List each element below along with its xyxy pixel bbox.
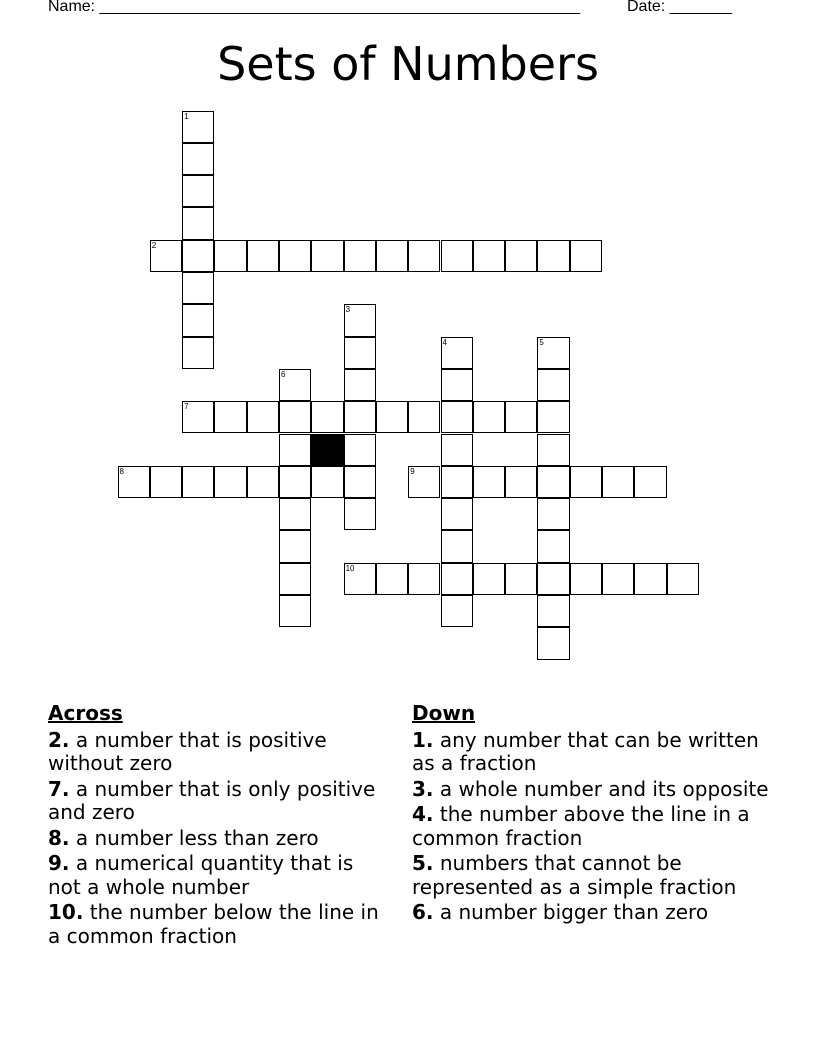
grid-cell[interactable] [408, 401, 440, 433]
grid-cell[interactable] [182, 272, 214, 304]
clue-number: 9. [48, 851, 70, 875]
clue-text: a number that is positive without zero [48, 727, 327, 775]
grid-cell[interactable] [344, 434, 376, 466]
grid-cell[interactable] [408, 563, 440, 595]
cell-number: 7 [184, 402, 189, 412]
grid-cell[interactable] [441, 434, 473, 466]
clue-text: a number that is only positive and zero [48, 776, 376, 824]
grid-cell[interactable] [311, 240, 343, 272]
page-title: Sets of Numbers [217, 37, 599, 91]
grid-cell[interactable] [182, 466, 214, 498]
clue-text: numbers that cannot be represented as a simple fraction [412, 851, 737, 899]
grid-cell[interactable] [408, 240, 440, 272]
grid-cell[interactable] [279, 466, 311, 498]
grid-cell[interactable] [602, 466, 634, 498]
cell-number: 2 [151, 240, 157, 250]
grid-cell[interactable] [441, 369, 473, 401]
grid-cell[interactable] [537, 434, 569, 466]
grid-cell[interactable] [247, 240, 279, 272]
grid-cell[interactable] [505, 563, 537, 595]
grid-cell[interactable] [537, 401, 569, 433]
down-heading: Down [412, 701, 476, 725]
grid-cell[interactable] [118, 466, 150, 498]
grid-cell[interactable] [441, 530, 473, 562]
grid-cell[interactable] [311, 466, 343, 498]
grid-cell[interactable] [182, 175, 214, 207]
grid-cell[interactable] [473, 240, 505, 272]
across-clue [48, 778, 388, 825]
grid-cell[interactable] [537, 627, 569, 659]
across-heading: Across [48, 701, 123, 725]
grid-cell[interactable] [344, 369, 376, 401]
down-clues [412, 702, 772, 927]
cell-number: 8 [119, 466, 124, 476]
grid-cell[interactable] [570, 563, 602, 595]
across-clue [48, 729, 388, 776]
across-clue [48, 852, 388, 899]
grid-cell[interactable] [570, 240, 602, 272]
grid-cell[interactable] [279, 530, 311, 562]
grid-cell[interactable] [505, 466, 537, 498]
grid-cell[interactable] [182, 304, 214, 336]
clue-number: 5. [412, 851, 434, 875]
grid-cell[interactable] [570, 466, 602, 498]
down-clue [412, 778, 772, 802]
grid-cell[interactable] [441, 498, 473, 530]
cell-number: 6 [281, 369, 286, 379]
date-field-label: Date: _______ [627, 0, 732, 15]
grid-cell[interactable] [182, 143, 214, 175]
clue-number: 6. [412, 900, 434, 924]
cell-number: 3 [345, 305, 351, 315]
grid-cell[interactable] [279, 498, 311, 530]
grid-cell[interactable] [150, 240, 182, 272]
grid-cell[interactable] [279, 369, 311, 401]
clue-number: 2. [48, 727, 70, 752]
grid-cell[interactable] [214, 240, 246, 272]
clue-number: 1. [412, 727, 434, 752]
grid-cell[interactable] [537, 530, 569, 562]
grid-cell[interactable] [344, 304, 376, 336]
cell-number: 4 [442, 337, 447, 347]
grid-cell[interactable] [505, 240, 537, 272]
grid-cell[interactable] [441, 240, 473, 272]
cell-number: 10 [345, 563, 355, 573]
grid-cell[interactable] [344, 498, 376, 530]
grid-cell[interactable] [182, 111, 214, 143]
down-clue [412, 901, 772, 925]
grid-cell[interactable] [473, 401, 505, 433]
grid-cell[interactable] [247, 401, 279, 433]
grid-cell[interactable] [214, 401, 246, 433]
grid-cell[interactable] [537, 369, 569, 401]
grid-cell[interactable] [537, 498, 569, 530]
grid-cell[interactable] [344, 337, 376, 369]
grid-cell[interactable] [441, 595, 473, 627]
grid-cell[interactable] [279, 434, 311, 466]
grid-cell[interactable] [247, 466, 279, 498]
grid-cell[interactable] [537, 595, 569, 627]
clue-number: 4. [412, 802, 434, 826]
clue-text: a whole number and its opposite [439, 776, 769, 801]
grid-cell[interactable] [537, 466, 569, 498]
grid-cell[interactable] [602, 563, 634, 595]
grid-cell[interactable] [376, 563, 408, 595]
grid-cell[interactable] [441, 337, 473, 369]
down-clue [412, 803, 772, 850]
grid-cell[interactable] [537, 240, 569, 272]
grid-cell[interactable] [441, 401, 473, 433]
grid-cell[interactable] [376, 401, 408, 433]
grid-cell[interactable] [311, 401, 343, 433]
grid-cell[interactable] [279, 595, 311, 627]
cell-number: 5 [539, 337, 544, 347]
grid-cell[interactable] [441, 466, 473, 498]
clue-number: 10. [48, 900, 84, 924]
grid-cell[interactable] [344, 401, 376, 433]
grid-cell[interactable] [182, 337, 214, 369]
down-clue [412, 852, 772, 899]
cell-number: 9 [410, 466, 415, 476]
clue-text: a number less than zero [75, 825, 319, 850]
grid-cell[interactable] [279, 563, 311, 595]
down-clue [412, 729, 772, 776]
across-clue [48, 827, 388, 851]
grid-cell[interactable] [150, 466, 182, 498]
across-clue [48, 901, 388, 948]
grid-cell[interactable] [667, 563, 699, 595]
grid-cell[interactable] [344, 240, 376, 272]
grid-cell[interactable] [279, 401, 311, 433]
grid-cell[interactable] [473, 466, 505, 498]
clue-number: 7. [48, 776, 70, 801]
clue-text: a numerical quantity that is not a whole number [48, 851, 354, 899]
grid-cell[interactable] [214, 466, 246, 498]
grid-cell[interactable] [344, 563, 376, 595]
blocked-cell [311, 434, 343, 466]
grid-cell[interactable] [634, 466, 666, 498]
grid-cell[interactable] [344, 466, 376, 498]
grid-cell[interactable] [473, 563, 505, 595]
grid-cell[interactable] [537, 337, 569, 369]
clue-text: a number bigger than zero [439, 900, 709, 924]
grid-cell[interactable] [182, 207, 214, 239]
clue-number: 8. [48, 825, 70, 850]
name-field-label: Name: ______________________________________________________ [48, 0, 581, 15]
across-clues [48, 702, 388, 950]
grid-cell[interactable] [408, 466, 440, 498]
grid-cell[interactable] [182, 240, 214, 272]
clue-text: the number above the line in a common fraction [412, 802, 750, 850]
clue-text: the number below the line in a common fraction [48, 900, 379, 948]
clue-number: 3. [412, 776, 434, 801]
clue-text: any number that can be written as a fraction [412, 727, 759, 775]
grid-cell[interactable] [182, 401, 214, 433]
grid-cell[interactable] [279, 240, 311, 272]
grid-cell[interactable] [441, 563, 473, 595]
grid-cell[interactable] [537, 563, 569, 595]
cell-number: 1 [184, 111, 189, 121]
grid-cell[interactable] [376, 240, 408, 272]
grid-cell[interactable] [505, 401, 537, 433]
grid-cell[interactable] [634, 563, 666, 595]
